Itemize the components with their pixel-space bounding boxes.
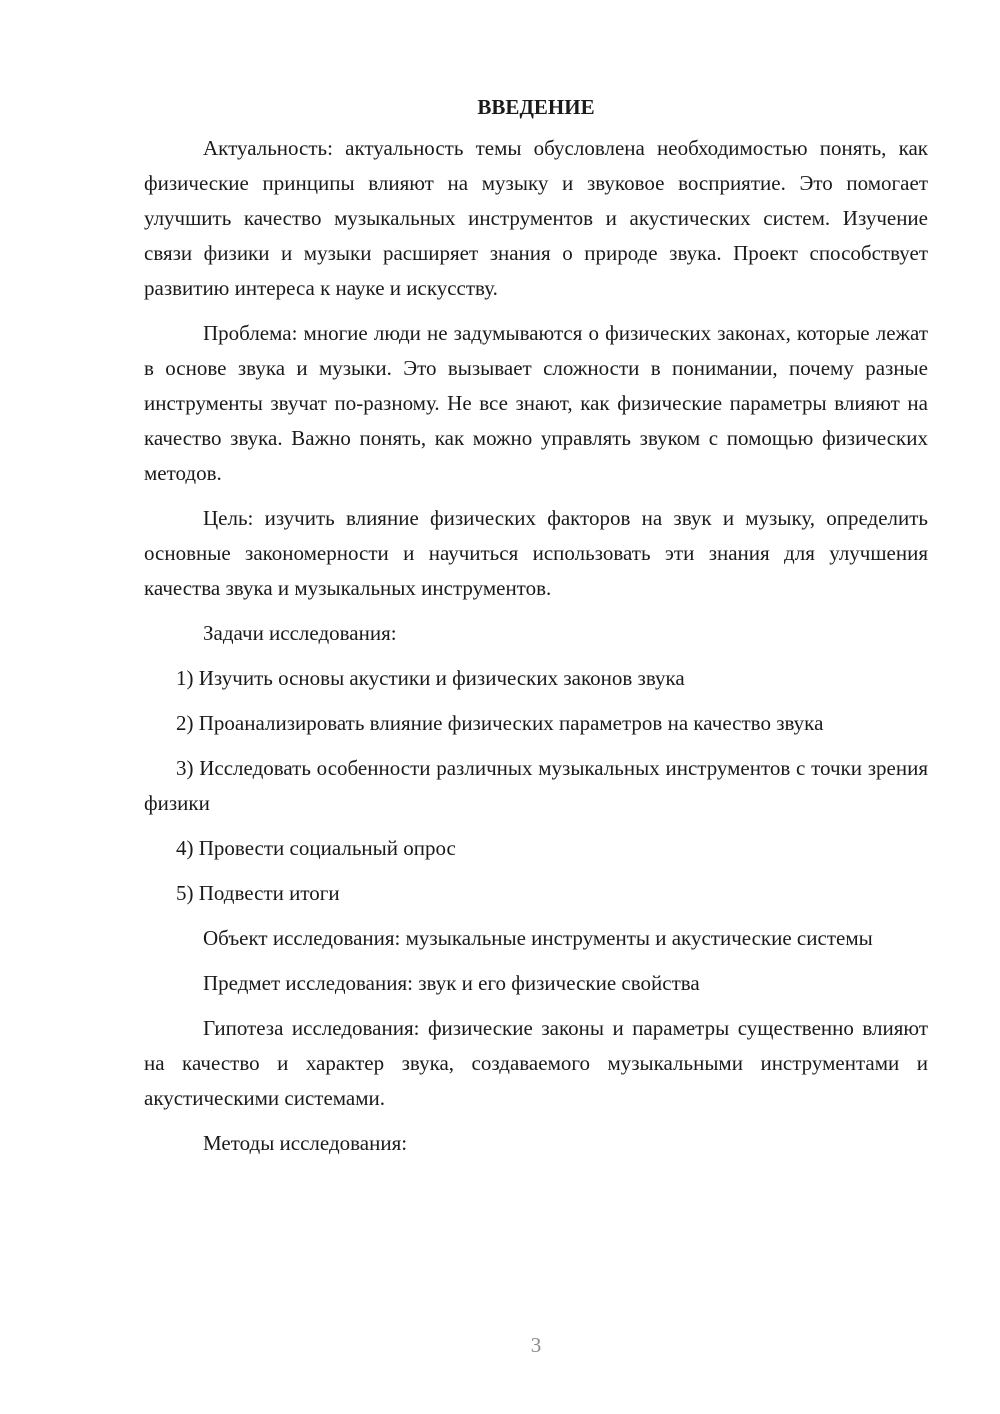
task-item-3: 3) Исследовать особенности различных музыкальных инструментов с точки зрения физики — [144, 756, 928, 815]
paragraph-tasks-heading: Задачи исследования: — [203, 621, 397, 645]
task-item-2: 2) Проанализировать влияние физических параметров на качество звука — [176, 711, 824, 735]
task-item-5: 5) Подвести итоги — [176, 881, 340, 905]
page-number: 3 — [530, 1333, 542, 1357]
paragraph-goal: Цель: изучить влияние физических факторов на звук и музыку, определить основные закономерности и научиться использовать эти знания для улучшения качества звука и музыкальных инструментов. — [144, 506, 928, 600]
task-item-4: 4) Провести социальный опрос — [176, 836, 456, 860]
section-title: ВВЕДЕНИЕ — [477, 95, 595, 119]
task-item-1: 1) Изучить основы акустики и физических законов звука — [176, 666, 685, 690]
paragraph-object: Объект исследования: музыкальные инструменты и акустические системы — [203, 926, 873, 950]
paragraph-hypothesis: Гипотеза исследования: физические законы и параметры существенно влияют на качество и характер звука, создаваемого музыкальными инструментами и акустическими системами. — [144, 1016, 928, 1110]
document-page — [144, 90, 928, 1171]
paragraph-problem: Проблема: многие люди не задумываются о физических законах, которые лежат в основе звука и музыки. Это вызывает сложности в понимании, почему разные инструменты звучат по-разному. Не все знают, как физические параметры влияют на качество звука. Важно понять, как можно управлять звуком с помощью физических методов. — [144, 321, 928, 485]
paragraph-subject: Предмет исследования: звук и его физические свойства — [203, 971, 700, 995]
paragraph-relevance: Актуальность: актуальность темы обусловлена необходимостью понять, как физические принципы влияют на музыку и звуковое восприятие. Это помогает улучшить качество музыкальных инструментов и акустических систем. Изучение связи физики и музыки расширяет знания о природе звука. Проект способствует развитию интереса к науке и искусству. — [144, 136, 928, 300]
paragraph-methods: Методы исследования: — [203, 1131, 408, 1155]
